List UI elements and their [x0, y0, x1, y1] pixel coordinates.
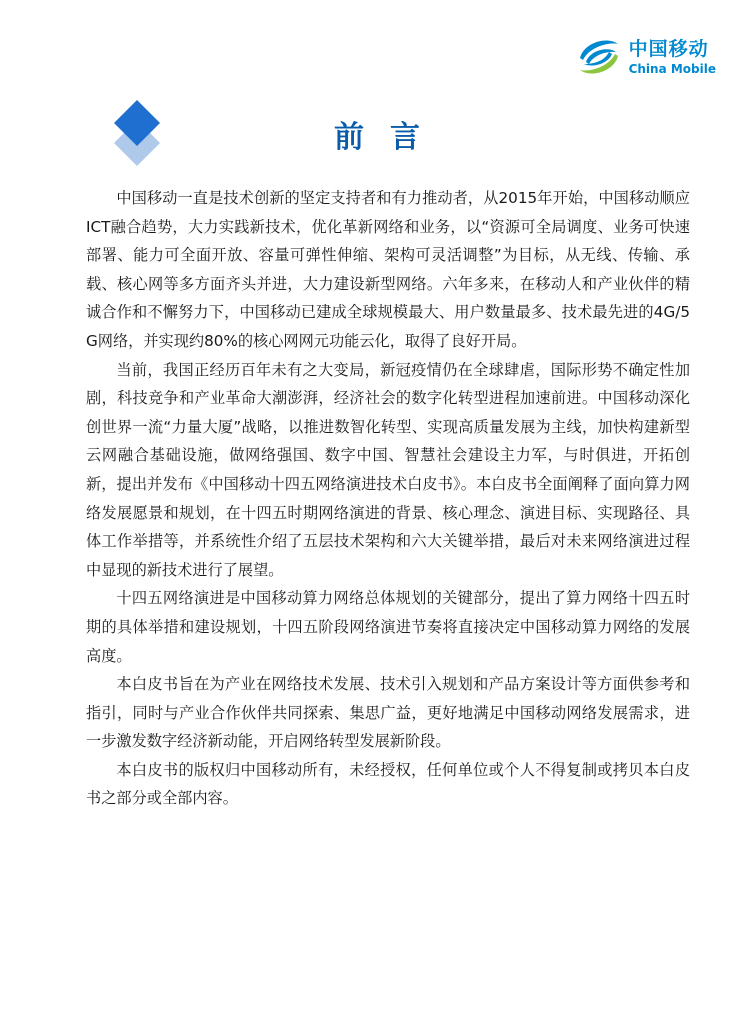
china-mobile-logo — [574, 34, 716, 80]
paragraph: 当前，我国正经历百年未有之大变局，新冠疫情仍在全球肆虐，国际形势不确定性加剧，科技竞争和产业革命大潮澎湃，经济社会的数字化转型进程加速前进。中国移动深化创世界一流“力量大厦”战略，以推进数智化转型、实现高质量发展为主线，加快构建新型云网融合基础设施，做网络强国、数字中国、智慧社会建设主力军，与时俱进，开拓创新，提出并发布《中国移动十四五网络演进技术白皮书》。本白皮书全面阐释了面向算力网络发展愿景和规划，在十四五时期网络演进的背景、核心理念、演进目标、实现路径、具体工作举措等，并系统性介绍了五层技术架构和六大关键举措，最后对未来网络演进过程中显现的新技术进行了展望。 — [86, 360, 690, 579]
page-title: 前言 — [334, 120, 446, 155]
paragraph: 十四五网络演进是中国移动算力网络总体规划的关键部分，提出了算力网络十四五时期的具体举措和建设规划，十四五阶段网络演进节奏将直接决定中国移动算力网络的发展高度。 — [86, 589, 690, 665]
paragraph: 本白皮书旨在为产业在网络技术发展、技术引入规划和产品方案设计等方面供参考和指引，同时与产业合作伙伴共同探索、集思广益，更好地满足中国移动网络发展需求，进一步激发数字经济新动能，开启网络转型发展新阶段。 — [86, 675, 690, 751]
china-mobile-logo-icon — [574, 34, 624, 80]
preface-body — [86, 184, 690, 813]
logo-chinese-name: 中国移动 — [628, 37, 709, 60]
logo-english-name: China Mobile — [628, 61, 716, 76]
paragraph: 中国移动一直是技术创新的坚定支持者和有力推动者，从2015年开始，中国移动顺应ICT融合趋势，大力实践新技术，优化革新网络和业务，以“资源可全局调度、业务可快速部署、能力可全面开放、容量可弹性伸缩、架构可灵活调整”为目标，从无线、传输、承载、核心网等多方面齐头并进，大力建设新型网络。六年多来，在移动人和产业伙伴的精诚合作和不懈努力下，中国移动已建成全球规模最大、用户数量最多、技术最先进的4G/5G网络，并实现约80%的核心网网元功能云化，取得了良好开局。 — [86, 189, 690, 350]
paragraph: 本白皮书的版权归中国移动所有，未经授权，任何单位或个人不得复制或拷贝本白皮书之部分或全部内容。 — [86, 760, 690, 808]
